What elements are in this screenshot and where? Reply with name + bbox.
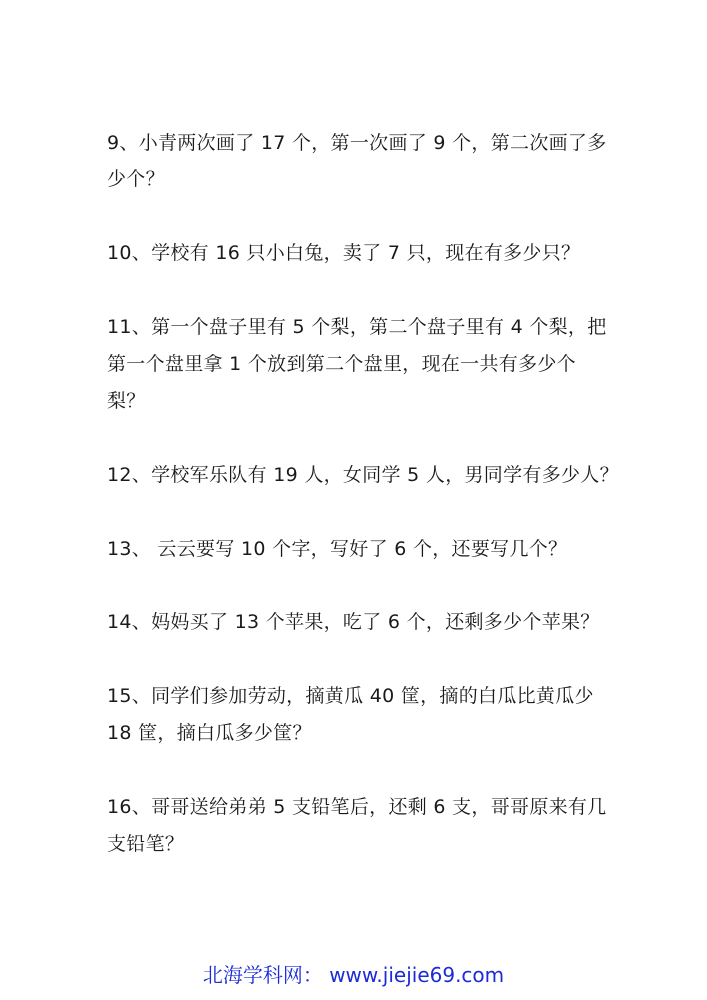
problem-text-line: 11、第一个盘子里有 5 个梨，第二个盘子里有 4 个梨，把 [107, 316, 607, 338]
problem-text-line: 16、哥哥送给弟弟 5 支铅笔后，还剩 6 支，哥哥原来有几 [107, 796, 607, 818]
problem-text-line: 15、同学们参加劳动，摘黄瓜 40 筐，摘的白瓜比黄瓜少 [107, 685, 594, 707]
problem-text-line: 梨？ [107, 390, 146, 412]
problem-text-line: 第一个盘里拿 1 个放到第二个盘里，现在一共有多少个 [107, 353, 576, 375]
footer-website-link[interactable]: 北海学科网： www.jiejie69.com [202, 963, 505, 987]
problem-text-line: 14、妈妈买了 13 个苹果，吃了 6 个，还剩多少个苹果？ [107, 611, 600, 633]
problem-text-line: 支铅笔？ [107, 833, 185, 855]
problem-text-line: 18 筐，摘白瓜多少筐？ [107, 722, 312, 744]
problem-text-line: 12、学校军乐队有 19 人，女同学 5 人，男同学有多少人？ [107, 464, 619, 486]
problem-text-line: 少个？ [107, 168, 165, 190]
problem-text-line: 13、 云云要写 10 个字，写好了 6 个，还要写几个？ [107, 538, 568, 560]
problem-text-line: 10、学校有 16 只小白兔，卖了 7 只，现在有多少只？ [107, 242, 581, 264]
problem-text-line: 9、小青两次画了 17 个，第一次画了 9 个，第二次画了多 [107, 132, 607, 154]
